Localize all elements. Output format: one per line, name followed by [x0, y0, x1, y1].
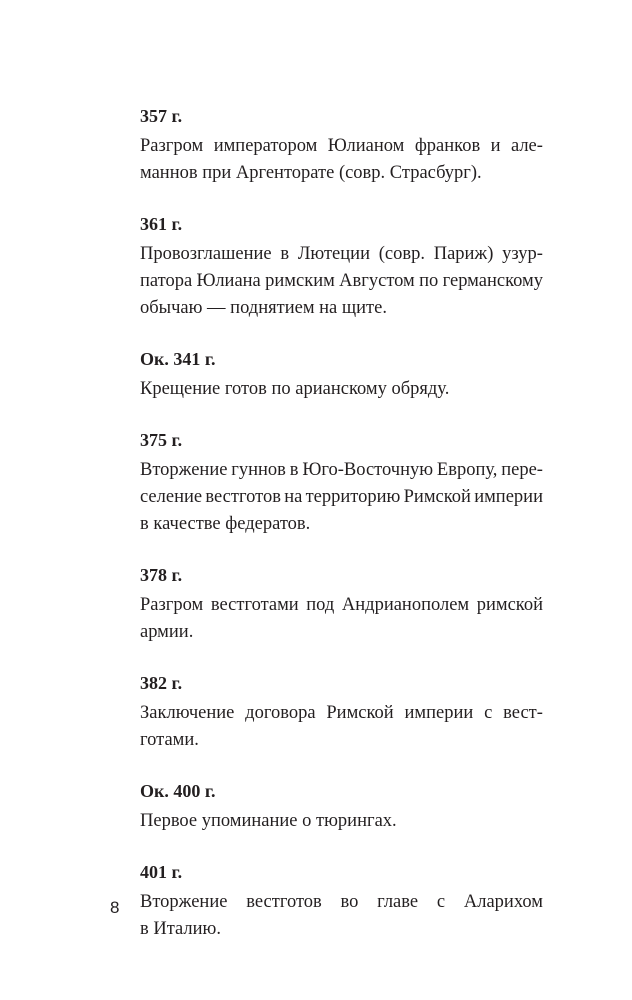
word: Разгром	[140, 136, 204, 156]
entry-text-line	[140, 133, 543, 160]
word: Аларихом	[463, 892, 543, 912]
entry-year: Ок. 341 г.	[140, 349, 216, 369]
word: патора	[140, 271, 193, 291]
entry-text-line	[140, 268, 543, 295]
timeline-entry	[140, 563, 543, 646]
word: селение	[140, 487, 203, 507]
word: в	[289, 460, 299, 480]
word: императором	[213, 136, 318, 156]
word: по	[419, 271, 439, 291]
timeline	[140, 104, 543, 968]
word: в	[280, 244, 290, 264]
entry-text-line	[140, 241, 543, 268]
word: с	[484, 703, 493, 723]
entry-text-line	[140, 592, 543, 619]
word: римским	[265, 271, 335, 291]
word: Римской	[403, 487, 471, 507]
word: але-	[510, 136, 543, 156]
word: Вторжение	[140, 892, 228, 912]
word: (совр.	[378, 244, 425, 264]
timeline-entry	[140, 671, 543, 754]
timeline-entry	[140, 779, 543, 835]
entry-text-line: Крещение готов по арианскому обряду.	[140, 379, 450, 399]
word: Юлиана	[196, 271, 261, 291]
entry-text-line: армии.	[140, 622, 194, 642]
entry-year: Ок. 400 г.	[140, 781, 216, 801]
timeline-entry	[140, 347, 543, 403]
entry-text-line	[140, 700, 543, 727]
word: франков	[414, 136, 481, 156]
word: договора	[245, 703, 316, 723]
word: Лютеции	[297, 244, 370, 264]
word: Заключение	[140, 703, 235, 723]
word: и	[490, 136, 501, 156]
entry-text-line: готами.	[140, 730, 199, 750]
entry-year: 401 г.	[140, 862, 183, 882]
entry-text-line	[140, 457, 543, 484]
timeline-entry	[140, 860, 543, 943]
word: римской	[476, 595, 543, 615]
entry-text-line: маннов при Аргенторате (совр. Страсбург).	[140, 163, 482, 183]
entry-year: 378 г.	[140, 565, 183, 585]
word: на	[284, 487, 303, 507]
entry-year: 361 г.	[140, 214, 183, 234]
word: Вторжение	[140, 460, 228, 480]
entry-text-line	[140, 484, 543, 511]
entry-year: 382 г.	[140, 673, 183, 693]
word: территорию	[305, 487, 401, 507]
word: Андрианополем	[341, 595, 470, 615]
word: империи	[474, 487, 543, 507]
word: германскому	[442, 271, 543, 291]
entry-text-line: обычаю — поднятием на щите.	[140, 298, 387, 318]
timeline-entry	[140, 104, 543, 187]
page-number: 8	[110, 898, 120, 917]
entry-text-line: в качестве федератов.	[140, 514, 311, 534]
word: Европу,	[436, 460, 498, 480]
word: вестготами	[210, 595, 299, 615]
timeline-entry	[140, 212, 543, 322]
entry-year: 375 г.	[140, 430, 183, 450]
word: вестготов	[205, 487, 281, 507]
word: Августом	[339, 271, 415, 291]
word: главе	[377, 892, 419, 912]
entry-text-line	[140, 889, 543, 916]
timeline-entry	[140, 428, 543, 538]
word: под	[306, 595, 335, 615]
word: Париж)	[433, 244, 494, 264]
word: Разгром	[140, 595, 204, 615]
word: империи	[404, 703, 474, 723]
entry-text-line: Первое упоминание о тюрингах.	[140, 811, 397, 831]
word: Юго-Восточную	[302, 460, 434, 480]
entry-year: 357 г.	[140, 106, 183, 126]
word: узур-	[502, 244, 543, 264]
word: пере-	[501, 460, 543, 480]
entry-text-line: в Италию.	[140, 919, 221, 939]
word: с	[436, 892, 446, 912]
word: вестготов	[246, 892, 322, 912]
word: вест-	[503, 703, 543, 723]
word: Юлианом	[327, 136, 405, 156]
word: гуннов	[231, 460, 286, 480]
word: Римской	[326, 703, 394, 723]
word: во	[340, 892, 359, 912]
word: Провозглашение	[140, 244, 272, 264]
